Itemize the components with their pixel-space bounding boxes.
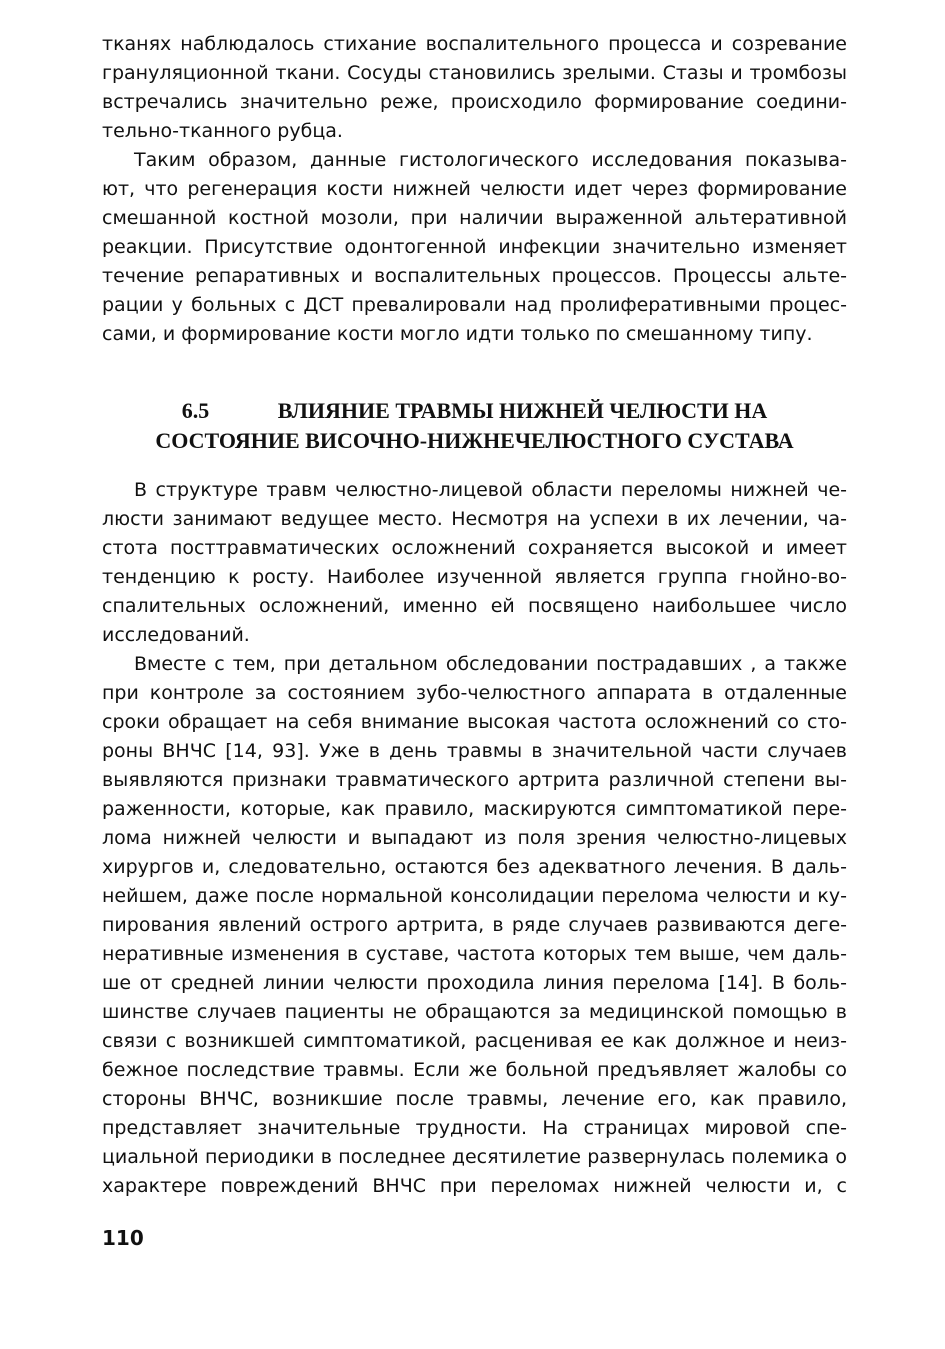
text-line: спалительных осложнений, именно ей посвящено наибольшее число [102,595,847,617]
text-line: реакции. Присутствие одонтогенной инфекции значительно изменяет [102,236,847,258]
section-title-part-1: ВЛИЯНИЕ ТРАВМЫ НИЖНЕЙ ЧЕЛЮСТИ НА [277,398,768,423]
text-line: лома нижней челюсти и выпадают из поля зрения челюстно-лицевых [102,827,847,849]
text-line: Вместе с тем, при детальном обследовании пострадавших , а также [134,653,847,675]
text-line: В структуре травм челюстно-лицевой области переломы нижней че- [134,479,847,501]
text-line: ше от средней линии челюсти проходила линия перелома [14]. В боль- [102,972,847,994]
text-line: шинстве случаев пациенты не обращаются за медицинской помощью в [102,1001,847,1023]
text-line: бежное последствие травмы. Если же больной предъявляет жалобы со [102,1059,847,1081]
text-line: грануляционной ткани. Сосуды становились зрелыми. Стазы и тромбозы [102,62,847,84]
text-line: циальной периодики в последнее десятилетие развернулась полемика о [102,1146,847,1168]
text-line: сроки обращает на себя внимание высокая частота осложнений со сто- [102,711,847,733]
text-line: роны ВНЧС [14, 93]. Уже в день травмы в значительной части случаев [102,740,847,762]
section-body [102,476,847,1201]
text-line: представляет значительные трудности. На страницах мировой спе- [102,1117,847,1139]
text-line: связи с возникшей симптоматикой, расценивая ее как должное и неиз- [102,1030,847,1052]
paragraph-trauma-structure [102,476,847,650]
text-line: исследований. [102,624,250,646]
section-title-part-2: СОСТОЯНИЕ ВИСОЧНО-НИЖНЕЧЕЛЮСТНОГО СУСТАВА [155,428,794,453]
text-line: рации у больных с ДСТ превалировали над пролиферативными процес- [102,294,847,316]
text-line: смешанной костной мозоли, при наличии выраженной альтеративной [102,207,847,229]
page-number: 110 [102,1226,144,1250]
text-line: тканях наблюдалось стихание воспалительного процесса и созревание [102,33,847,55]
text-line: стота посттравматических осложнений сохраняется высокой и имеет [102,537,847,559]
text-line: хирургов и, следовательно, остаются без адекватного лечения. В даль- [102,856,847,878]
section-heading [102,396,847,456]
text-line: пирования явлений острого артрита, в ряде случаев развиваются деге- [102,914,847,936]
section-heading-line-1 [102,396,847,426]
text-line: тельно-тканного рубца. [102,120,343,142]
text-line: характере повреждений ВНЧС при переломах нижней челюсти и, с [102,1175,847,1197]
text-line: выявляются признаки травматического артрита различной степени вы- [102,769,847,791]
text-line: при контроле за состоянием зубо-челюстного аппарата в отдаленные [102,682,847,704]
text-line: нейшем, даже после нормальной консолидации перелома челюсти и ку- [102,885,847,907]
page-body [102,30,847,1201]
text-line: стороны ВНЧС, возникшие после травмы, лечение его, как правило, [102,1088,847,1110]
text-line: тенденцию к росту. Наиболее изученной является группа гнойно-во- [102,566,847,588]
text-line: неративные изменения в суставе, частота которых тем выше, чем даль- [102,943,847,965]
text-line: ют, что регенерация кости нижней челюсти идет через формирование [102,178,847,200]
paragraph-continuation [102,30,847,146]
section-number: 6.5 [181,398,210,423]
text-line: раженности, которые, как правило, маскируются симптоматикой пере- [102,798,847,820]
text-line: сами, и формирование кости могло идти только по смешанному типу. [102,323,813,345]
paragraph-tmj-complications [102,650,847,1201]
text-line: люсти занимают ведущее место. Несмотря на успехи в их лечении, ча- [102,508,847,530]
text-line: встречались значительно реже, происходило формирование соедини- [102,91,847,113]
text-line: течение репаративных и воспалительных процессов. Процессы альте- [102,265,847,287]
text-line: Таким образом, данные гистологического исследования показыва- [134,149,847,171]
paragraph-histology-summary [102,146,847,349]
